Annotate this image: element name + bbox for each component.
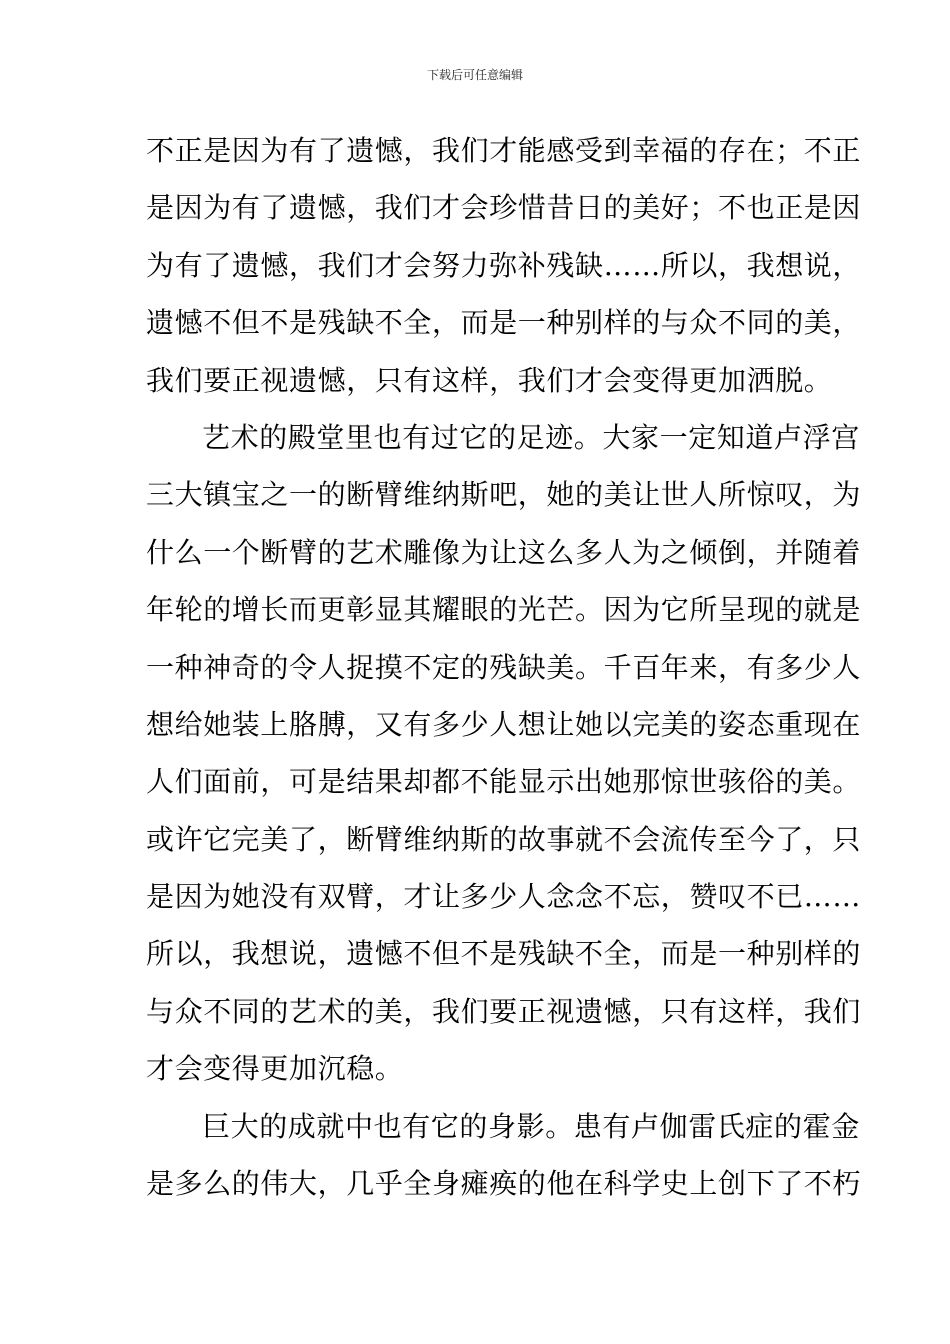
paragraph-first-line: 巨大的成就中也有它的身影。患有卢伽雷氏症的霍金 — [202, 1109, 860, 1143]
text-line: 什么一个断臂的艺术雕像为让这么多人为之倾倒，并随着 — [146, 535, 862, 569]
body-text — [146, 122, 862, 1212]
text-line: 人们面前，可是结果却都不能显示出她那惊世骇俗的美。 — [146, 765, 862, 799]
text-line: 为有了遗憾，我们才会努力弥补残缺……所以，我想说， — [146, 248, 862, 282]
text-line: 想给她装上胳膊，又有多少人想让她以完美的姿态重现在 — [146, 707, 862, 741]
text-line: 我们要正视遗憾，只有这样，我们才会变得更加洒脱。 — [146, 363, 833, 397]
text-line: 一种神奇的令人捉摸不定的残缺美。千百年来，有多少人 — [146, 650, 862, 684]
text-line: 是因为有了遗憾，我们才会珍惜昔日的美好；不也正是因 — [146, 191, 862, 225]
text-line: 遗憾不但不是残缺不全，而是一种别样的与众不同的美， — [146, 306, 862, 340]
paragraph-first-line: 艺术的殿堂里也有过它的足迹。大家一定知道卢浮宫 — [202, 420, 860, 454]
text-line: 所以，我想说，遗憾不但不是残缺不全，而是一种别样的 — [146, 937, 862, 971]
text-line: 年轮的增长而更彰显其耀眼的光芒。因为它所呈现的就是 — [146, 593, 862, 627]
text-line: 与众不同的艺术的美，我们要正视遗憾，只有这样，我们 — [146, 994, 862, 1028]
page-header: 下载后可任意编辑 — [426, 68, 523, 82]
text-line: 三大镇宝之一的断臂维纳斯吧，她的美让世人所惊叹，为 — [146, 478, 862, 512]
text-line: 不正是因为有了遗憾，我们才能感受到幸福的存在；不正 — [146, 134, 862, 167]
text-line: 是因为她没有双臂，才让多少人念念不忘，赞叹不已…… — [146, 880, 862, 914]
text-line: 是多么的伟大，几乎全身瘫痪的他在科学史上创下了不朽 — [146, 1167, 862, 1201]
text-line: 或许它完美了，断臂维纳斯的故事就不会流传至今了，只 — [146, 822, 862, 856]
text-line: 才会变得更加沉稳。 — [146, 1052, 404, 1086]
